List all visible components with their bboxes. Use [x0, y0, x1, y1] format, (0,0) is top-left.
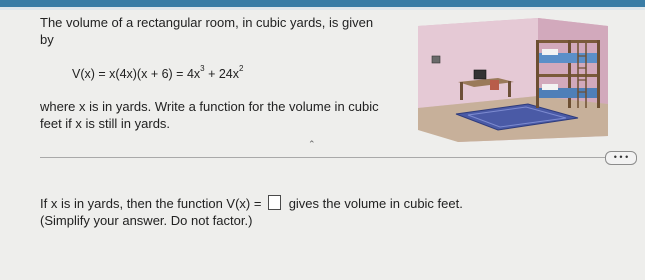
answer-instruction: (Simplify your answer. Do not factor.) — [40, 213, 253, 228]
formula-lhs: V(x) = x(4x)(x + 6) = 4x — [72, 67, 201, 82]
section-divider — [40, 157, 612, 158]
problem-task-line-1: where x is in yards. Write a function for the volume in cubic — [40, 99, 379, 114]
formula-exponent-2: 2 — [239, 64, 244, 73]
problem-task-line-2: feet if x is still in yards. — [40, 116, 171, 131]
answer-prefix: If x is in yards, then the function V(x) = — [40, 196, 266, 211]
formula-middle: + 24x — [204, 67, 240, 82]
answer-input-box[interactable] — [268, 195, 281, 210]
answer-suffix: gives the volume in cubic feet. — [285, 196, 463, 211]
top-accent-bar — [0, 0, 645, 7]
answer-prompt — [40, 195, 463, 212]
formula-exponent-3: 3 — [200, 64, 205, 73]
top-accent-shade — [0, 7, 645, 10]
problem-intro-line-1: The volume of a rectangular room, in cubic yards, is given — [40, 15, 374, 30]
more-options-button[interactable]: • • • — [605, 151, 637, 165]
problem-intro-line-2: by — [40, 32, 54, 47]
cursor-mark: ⌃ — [308, 139, 316, 149]
volume-formula — [72, 66, 243, 81]
bedroom-illustration — [418, 18, 608, 142]
